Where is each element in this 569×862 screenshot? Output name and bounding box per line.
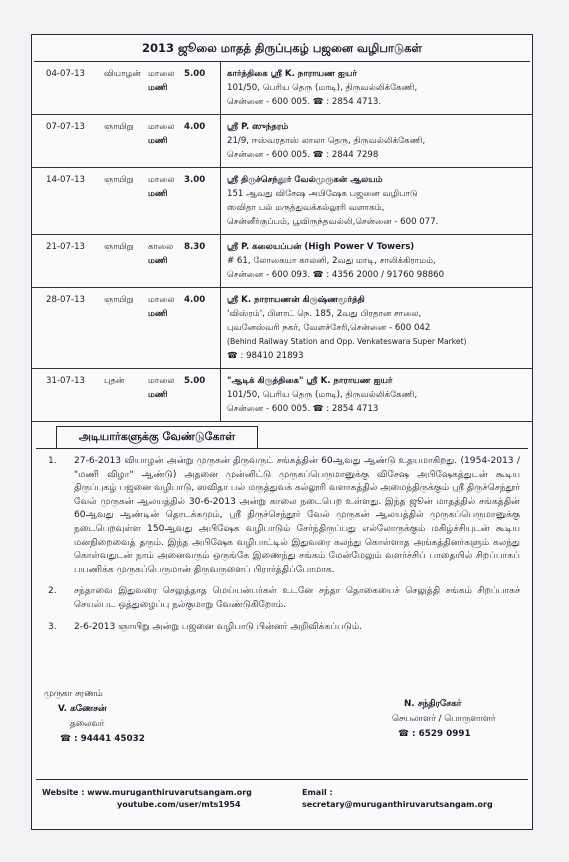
secretary-role: செயலாளர் / பொருளாளர் bbox=[392, 714, 496, 724]
event-day: ஞாயிறு bbox=[104, 288, 148, 369]
secretary-phone: ☎ : 6529 0991 bbox=[398, 729, 471, 739]
event-date: 28-07-13 bbox=[32, 288, 104, 369]
appeal-point bbox=[44, 455, 520, 577]
president-phone: ☎ : 94441 45032 bbox=[60, 734, 145, 744]
event-date: 31-07-13 bbox=[32, 369, 104, 422]
event-time bbox=[148, 62, 221, 115]
host-name: ஸ்ரீ K. நாராயணன் கிருஷ்ணமூர்த்தி bbox=[227, 295, 365, 305]
event-day: புதன் bbox=[104, 369, 148, 422]
host-address-line: 101/50, பெரிய தெரு (மாடி), திருவல்லிக்கேணி, bbox=[227, 83, 418, 93]
host-address-line: 151 ஆவது விசேஷ அபிஷேக பஜனை வழிபாடு bbox=[227, 189, 418, 199]
signature-left bbox=[44, 687, 145, 747]
schedule-row bbox=[32, 115, 532, 168]
appeal-heading: அடியார்களுக்கு வேண்டுகோள் bbox=[56, 426, 258, 448]
event-host bbox=[221, 288, 533, 369]
host-name: "ஆடிக் கிருத்திகை" ஸ்ரீ K. நாராயண ஐயர் bbox=[227, 376, 393, 386]
host-address-line: சென்னீர்குப்பம், பூவிருந்தவல்லி,சென்னை - 600 077. bbox=[227, 217, 439, 227]
event-time bbox=[148, 288, 221, 369]
signature-right bbox=[392, 697, 495, 742]
host-address-line: 21/9, ஈஸ்வரதாஸ் லாலா தெரு, திருவல்லிக்கேணி, bbox=[227, 136, 426, 146]
event-period: மாலை bbox=[148, 69, 175, 79]
email-link[interactable]: Email : secretary@muruganthiruvarutsangam.org bbox=[302, 788, 493, 809]
event-period: மாலை bbox=[148, 175, 175, 185]
schedule-row bbox=[32, 62, 532, 115]
host-address-line: # 61, லோகையா காலனி, 2வது மாடி, சாலிக்கிராமம், bbox=[227, 256, 436, 266]
host-address-line: ஸவிதா பல் மருத்துவக்கல்லூரி வளாகம், bbox=[227, 203, 385, 213]
host-address-line: சென்னை - 600 005. ☎ : 2854 4713. bbox=[227, 97, 382, 107]
event-clock: 5.00 மணி bbox=[148, 69, 206, 93]
event-host bbox=[221, 62, 533, 115]
point-text: சந்தாவை இதுவரை செலுத்தாத மெய்யன்பர்கள் உடனே சந்தா தொகையைச் செலுத்தி சங்கம் சிறப்பாகச் செயல்பட ஒத்துழைப்பு நல்குமாறு வேண்டுகிறோம். bbox=[74, 586, 520, 610]
footer-divider bbox=[36, 779, 528, 780]
appeal-point bbox=[44, 585, 520, 612]
event-time bbox=[148, 168, 221, 235]
event-day: ஞாயிறு bbox=[104, 115, 148, 168]
event-host bbox=[221, 168, 533, 235]
event-period: மாலை bbox=[148, 295, 175, 305]
host-address-line: (Behind Railway Station and Opp. Venkateswara Super Market) bbox=[227, 337, 467, 346]
event-date: 07-07-13 bbox=[32, 115, 104, 168]
schedule-row bbox=[32, 369, 532, 422]
host-name: ஸ்ரீ P. ஸுந்தரம் bbox=[227, 122, 289, 132]
point-number: 1. bbox=[48, 456, 57, 466]
schedule-row bbox=[32, 168, 532, 235]
secretary-name: N. சந்திரசேகர் bbox=[404, 699, 462, 709]
president-name: V. கணேசன் bbox=[58, 704, 107, 714]
host-address-line: சென்னை - 600 005. ☎ : 2844 7298 bbox=[227, 150, 379, 160]
event-date: 14-07-13 bbox=[32, 168, 104, 235]
website-link[interactable]: Website : www.muruganthiruvarutsangam.org bbox=[42, 788, 252, 797]
signature-block bbox=[32, 683, 532, 778]
event-clock: 4.00 மணி bbox=[148, 122, 206, 146]
point-number: 2. bbox=[48, 586, 57, 597]
event-host bbox=[221, 369, 533, 422]
event-period: மாலை bbox=[148, 122, 175, 132]
youtube-link[interactable]: youtube.com/user/mts1954 bbox=[117, 800, 241, 809]
host-address-line: சென்னை - 600 005. ☎ : 2854 4713 bbox=[227, 404, 379, 414]
event-clock: 4.00 மணி bbox=[148, 295, 206, 319]
host-name: கார்த்திகை ஸ்ரீ K. நாராயண ஐயர் bbox=[227, 69, 357, 79]
salutation: முருகா சரணம் bbox=[44, 689, 103, 699]
host-address-line: 'விஸ்ரம்', பிளாட் நெ. 185, 2வது பிரதான சாலை, bbox=[227, 309, 422, 319]
schedule-row bbox=[32, 235, 532, 288]
event-clock: 8.30 மணி bbox=[148, 242, 206, 266]
host-address-line: 101/50, பெரிய தெரு (மாடி), திருவல்லிக்கேணி, bbox=[227, 390, 418, 400]
point-number: 3. bbox=[48, 621, 57, 632]
host-name: ஸ்ரீ திருச்செந்தூர் வேல்முருகன் ஆலயம் bbox=[227, 175, 383, 185]
event-host bbox=[221, 235, 533, 288]
event-time bbox=[148, 235, 221, 288]
event-day: வியாழன் bbox=[104, 62, 148, 115]
host-address-line: புவனேஸ்வரி நகர், வேளச்சேரி,சென்னை - 600 042 bbox=[227, 323, 431, 333]
appeal-section bbox=[36, 448, 528, 634]
event-date: 21-07-13 bbox=[32, 235, 104, 288]
event-host bbox=[221, 115, 533, 168]
host-name: ஸ்ரீ P. கலையப்பன் (High Power V Towers) bbox=[227, 242, 415, 252]
event-clock: 3.00 மணி bbox=[148, 175, 206, 199]
event-day: ஞாயிறு bbox=[104, 235, 148, 288]
event-date: 04-07-13 bbox=[32, 62, 104, 115]
host-address-line: ☎ : 98410 21893 bbox=[227, 351, 304, 361]
point-text: 27-6-2013 வியாழன் அன்று முருகன் திருவருட் சங்கத்தின் 60ஆவது ஆண்டு உதயமாகிறது. (1954-2013 / "மணி விழா" ஆண்டு) அதனை முன்னிட்டு முருகப்பெருமானுக்கு விசேஷ அபிஷேகத்துடன் கூடிய திருப்புகழ் பஜனை வழிபாடு, ஸவிதா பல் மருத்துவக் கல்லூரி வளாகத்தில் அமைந்திருக்கும் ஸ்ரீ திருச்செந்தூர் வேல் முருகன் ஆலயத்தில் 30-6-2013 அன்று காலை நடைபெற உள்ளது. இந்த ஜூன் மாதத்தில் சங்கத்தின் 60ஆவது ஆண்டின் தொடக்கமும், ஸ்ரீ திருச்செந்தூர் வேல் முருகன் ஆலயத்தில் முருகப்பெருமானுக்கு நடைபெறவுள்ள 150ஆவது அபிஷேக வழிபாடும் சேர்ந்திருப்பது எல்லோருக்கும் மகிழ்ச்சியுடன் கூடிய மனநிறைவைத் தரும். இந்த அபிஷேக வழிபாட்டில் இதுவரை கலந்து கொள்ளாத அங்கத்தினர்களும் கலந்து கொள்வதுடன் நாம் அனைவரும் ஒருங்கே இணைந்து சங்கம் மேன்மேலும் வளர்ச்சிப் பாதையில் சிறப்பாகப் பயணிக்க முருகப்பெருமான் திருவருளைப் பிரார்த்திப்போமாக. bbox=[74, 456, 520, 575]
schedule-table bbox=[32, 62, 532, 422]
event-time bbox=[148, 369, 221, 422]
point-text: 2-6-2013 ஞாயிறு அன்று பஜனை வழிபாடு பின்னர் அறிவிக்கப்படும். bbox=[74, 621, 363, 632]
event-day: ஞாயிறு bbox=[104, 168, 148, 235]
event-period: மாலை bbox=[148, 376, 175, 386]
event-clock: 5.00 மணி bbox=[148, 376, 206, 400]
event-time bbox=[148, 115, 221, 168]
event-period: காலை bbox=[148, 242, 174, 252]
host-address-line: சென்னை - 600 093. ☎ : 4356 2000 / 91760 98860 bbox=[227, 270, 445, 280]
schedule-title: 2013 ஜூலை மாதத் திருப்புகழ் பஜனை வழிபாடுகள் bbox=[34, 35, 530, 62]
appeal-point bbox=[44, 621, 520, 635]
document-frame bbox=[31, 34, 533, 830]
schedule-row bbox=[32, 288, 532, 369]
president-role: தலைவர் bbox=[70, 719, 105, 729]
